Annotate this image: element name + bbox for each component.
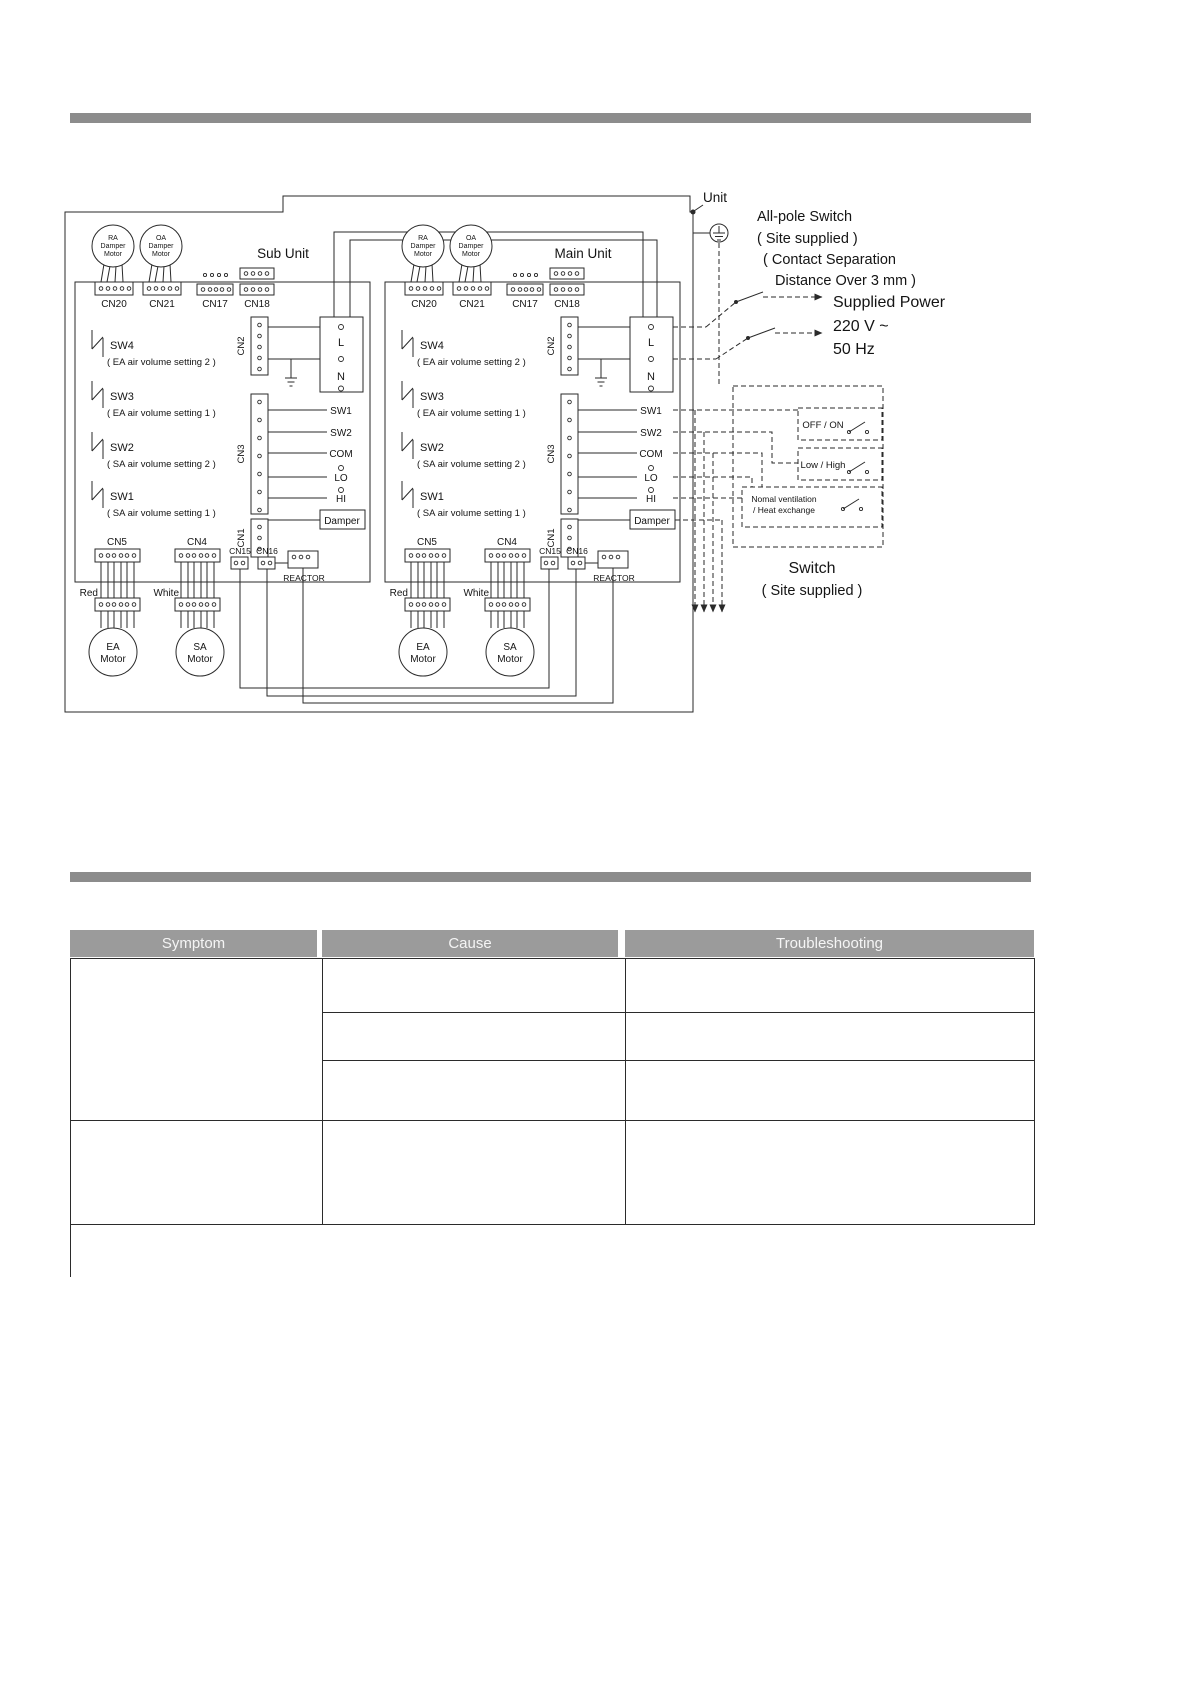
dip-switch-sw4 [92,330,216,368]
ra-damper-motor-label: Motor [414,251,432,258]
all-pole-switch-note: All-pole Switch [757,209,853,225]
connector-cn21 [143,282,181,310]
sw4-description: ( EA air volume setting 2 ) [417,357,526,368]
ra-damper-motor-label: RA [108,235,118,242]
cause-cell [323,1061,626,1121]
ra-damper-motor [92,225,134,267]
cn1-label: CN1 [236,528,247,548]
motor-plug-left [405,598,450,611]
cn3-label: CN3 [236,444,247,464]
sa-motor-label: SA [193,642,207,653]
cn2-label: CN2 [236,336,247,356]
unit-callout-label: Unit [703,190,728,205]
connector-cn4 [175,537,220,562]
terminal-n: N [647,371,655,383]
terminal-block [630,317,675,529]
troubleshooting-cell [626,1013,1035,1061]
troubleshooting-cell [626,959,1035,1013]
reactor [275,551,325,583]
wire-color-white: White [153,588,179,599]
ra-damper-motor-label: Motor [104,251,122,258]
supplied-power-frequency: 50 Hz [833,341,875,358]
terminal-sw1: SW1 [640,406,662,417]
supplied-power-label: Supplied Power [833,294,946,311]
cn2-label: CN2 [546,336,557,356]
dip-switch-sw2 [92,432,216,470]
cn16-label: CN16 [566,546,588,556]
ea-motor-label: Motor [100,654,126,665]
sw3-description: ( EA air volume setting 1 ) [417,408,526,419]
wire-color-white: White [463,588,489,599]
right-annotations [673,190,946,386]
cn18-label: CN18 [554,299,580,310]
inter-unit-wire [303,568,613,703]
sw2-description: ( SA air volume setting 2 ) [417,459,526,470]
ea-motor-label: EA [106,642,120,653]
troubleshooting-table [70,958,1035,1225]
ea-motor [89,628,137,676]
connector-cn2 [236,317,268,375]
connector-cn18 [240,268,274,310]
cause-cell [323,959,626,1013]
ea-motor-label: Motor [410,654,436,665]
cn4-label: CN4 [496,537,518,548]
oa-damper-motor-label: Motor [462,251,480,258]
terminal-hi: HI [336,494,346,505]
sw2-label: SW2 [110,442,134,454]
terminal-l: L [337,337,345,349]
oa-damper-motor-label: OA [465,235,477,242]
sa-motor-label: Motor [497,654,523,665]
main-unit-group [385,225,680,676]
cn5-label: CN5 [416,537,438,548]
enclosure-and-bus-wires [65,196,693,712]
sw2-description: ( SA air volume setting 2 ) [107,459,216,470]
connector-cn20 [95,282,133,310]
reactor-label: REACTOR [593,573,635,583]
sw3-label: SW3 [420,391,444,403]
cn20-label: CN20 [101,299,127,310]
reactor-label: REACTOR [283,573,325,583]
cn5-label: CN5 [106,537,128,548]
cause-cell [323,1121,626,1225]
connector-cn16 [256,546,278,569]
section-divider-middle [70,872,1031,882]
motor-plug-left [95,598,140,611]
all-pole-switch-note: ( Site supplied ) [757,231,858,247]
connector-cn2 [546,317,578,375]
dip-switch-sw4 [402,330,526,368]
oa-damper-motor-label: OA [155,235,167,242]
terminal-lo: LO [334,473,348,484]
terminal-damper: Damper [324,516,360,527]
terminal-com: COM [639,449,663,460]
connector-cn5 [405,537,450,562]
motor-plug-right [485,598,530,611]
ventilation-mode-switch [742,487,882,527]
table-header-symptom: Symptom [70,930,317,957]
troubleshooting-cell [626,1061,1035,1121]
cn21-label: CN21 [459,299,485,310]
connector-cn16 [566,546,588,569]
oa-damper-motor [450,225,492,267]
connector-cn15 [539,546,561,569]
sa-motor-label: SA [503,642,517,653]
connector-cn5 [95,537,140,562]
cn17-label: CN17 [202,299,228,310]
symptom-cell [71,959,323,1121]
sw4-label: SW4 [110,340,134,352]
table-header-cause: Cause [322,930,618,957]
connector-cn3 [236,394,268,514]
low-high-switch [798,448,882,480]
cn15-label: CN15 [229,546,251,556]
cn20-label: CN20 [411,299,437,310]
terminal-damper: Damper [634,516,670,527]
connector-cn15 [229,546,251,569]
terminal-block [320,317,365,529]
connector-cn4 [485,537,530,562]
sa-motor [486,628,534,676]
connector-cn21 [453,282,491,310]
motor-lead-wires [411,611,524,628]
cn15-label: CN15 [539,546,561,556]
wire-color-red: Red [79,588,98,599]
sw2-label: SW2 [420,442,444,454]
ventilation-mode-label: Nomal ventilation [751,494,817,504]
cn18-label: CN18 [244,299,270,310]
switch-caption: Switch [788,560,836,577]
dip-switch-sw2 [402,432,526,470]
sw1-label: SW1 [110,491,134,503]
connector-cn3 [546,394,578,514]
sw1-description: ( SA air volume setting 1 ) [107,508,216,519]
cn21-label: CN21 [149,299,175,310]
sub-unit-group [75,225,370,676]
ra-damper-motor-label: RA [418,235,428,242]
switch-caption-note: ( Site supplied ) [761,583,863,599]
cn16-label: CN16 [256,546,278,556]
sw3-label: SW3 [110,391,134,403]
table-header-troubleshooting: Troubleshooting [625,930,1034,957]
wire-color-red: Red [389,588,408,599]
main-unit-title: Main Unit [554,246,612,261]
off-on-switch [798,408,882,440]
sa-motor-label: Motor [187,654,213,665]
unit-enclosure-outline [65,196,693,712]
cn3-label: CN3 [546,444,557,464]
oa-damper-motor-label: Damper [458,243,484,250]
ventilation-mode-label: / Heat exchange [753,505,815,515]
cn1-label: CN1 [546,528,557,548]
connector-cn20 [405,282,443,310]
supplied-power-voltage: 220 V ~ [833,318,889,335]
dip-switch-sw3 [92,381,216,419]
terminal-sw2: SW2 [640,428,662,439]
dip-switch-sw3 [402,381,526,419]
ea-motor-label: EA [416,642,430,653]
ra-damper-motor-label: Damper [410,243,436,250]
unit-callout-leader [694,205,703,211]
symptom-cell [71,1121,323,1225]
oa-damper-motor-label: Motor [152,251,170,258]
dip-switch-sw1 [402,481,526,519]
all-pole-switch-symbol [673,292,822,359]
motor-lead-wires [101,611,214,628]
ra-damper-motor-label: Damper [100,243,126,250]
connector-cn17 [507,273,543,310]
terminal-com: COM [329,449,353,460]
dip-switch-sw1 [92,481,216,519]
terminal-l: L [647,337,655,349]
connector-cn18 [550,268,584,310]
ea-motor [399,628,447,676]
sw3-description: ( EA air volume setting 1 ) [107,408,216,419]
cn2-terminal-wires [268,327,320,386]
troubleshooting-cell [626,1121,1035,1225]
cn17-label: CN17 [512,299,538,310]
connector-cn17 [197,273,233,310]
cn4-label: CN4 [186,537,208,548]
off-on-switch-label: OFF / ON [802,420,844,431]
unit-callout-dot [691,210,696,215]
site-supplied-switch-group [733,386,883,599]
terminal-sw1: SW1 [330,406,352,417]
terminal-hi: HI [646,494,656,505]
terminal-n: N [337,371,345,383]
sw1-description: ( SA air volume setting 1 ) [417,508,526,519]
sw1-label: SW1 [420,491,444,503]
terminal-lo: LO [644,473,658,484]
motor-plug-right [175,598,220,611]
cause-cell [323,1013,626,1061]
all-pole-switch-note: ( Contact Separation [763,252,896,268]
reactor [585,551,635,583]
terminal-sw2: SW2 [330,428,352,439]
table-left-border-stub [70,1224,71,1277]
oa-damper-motor [140,225,182,267]
all-pole-switch-note: Distance Over 3 mm ) [775,273,916,289]
sub-unit-title: Sub Unit [257,246,309,261]
low-high-switch-label: Low / High [800,460,846,471]
sw4-description: ( EA air volume setting 2 ) [107,357,216,368]
ra-damper-motor [402,225,444,267]
sa-motor [176,628,224,676]
cn3-terminal-wires [268,410,327,520]
oa-damper-motor-label: Damper [148,243,174,250]
protective-earth-icon [693,224,728,242]
sw4-label: SW4 [420,340,444,352]
cn3-terminal-wires [578,410,637,520]
cn2-terminal-wires [578,327,630,386]
